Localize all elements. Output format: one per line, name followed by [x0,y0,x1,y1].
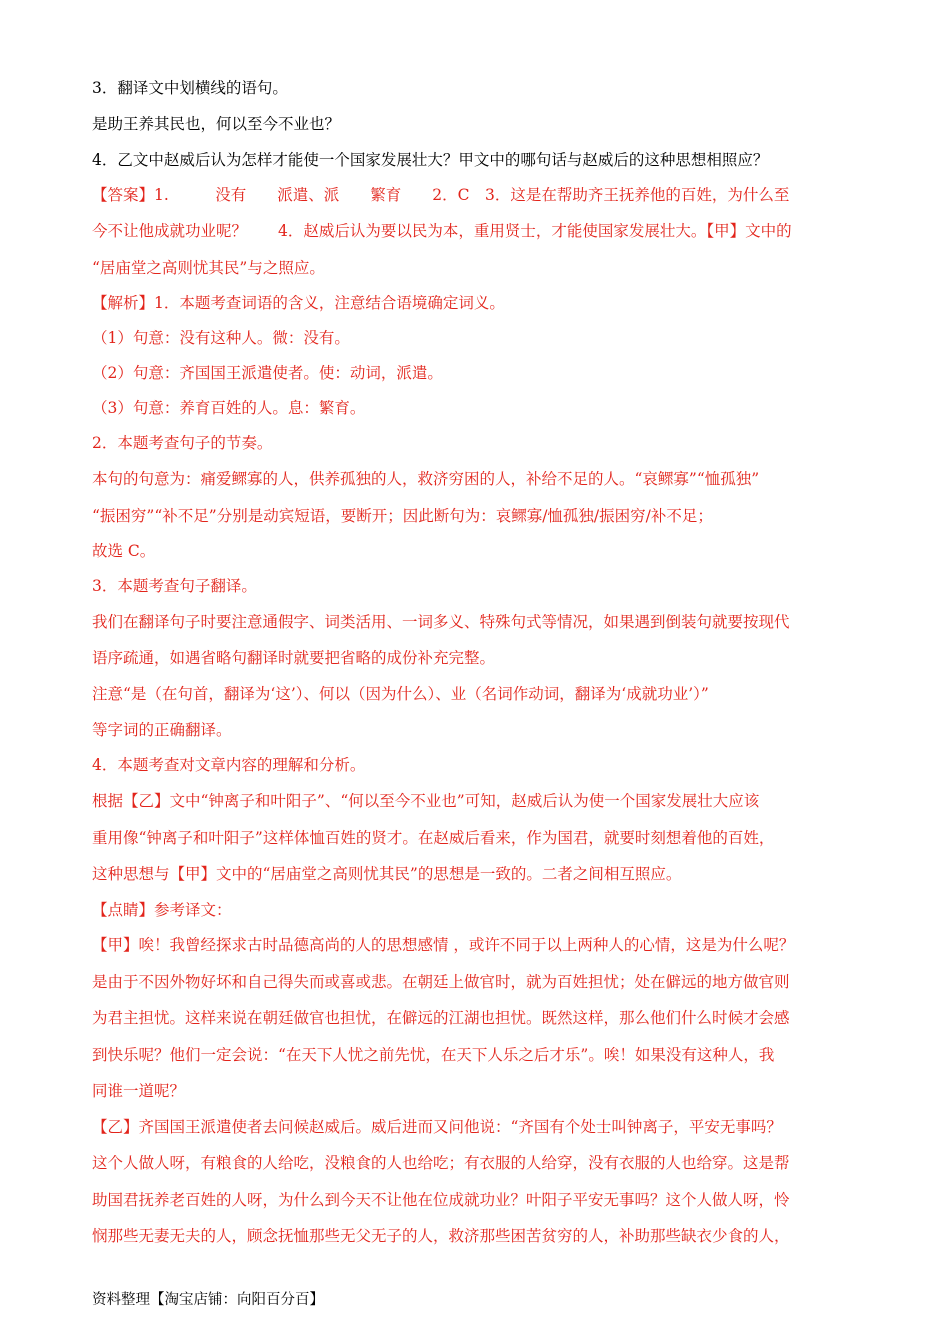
analysis-line: 根据【乙】文中“钟离子和叶阳子”、“何以至今不业也”可知，赵威后认为使一个国家发展壮大应该 [92,792,760,810]
answer-line: “居庙堂之高则忧其民”与之照应。 [92,259,325,277]
analysis-line: 4．本题考查对文章内容的理解和分析。 [92,756,366,774]
translation-line: 到快乐呢？他们一定会说：“在天下人忧之前先忧，在天下人乐之后才乐”。唉！如果没有这种人，我 [92,1046,775,1064]
analysis-line: “振困穷”“补不足”分别是动宾短语，要断开；因此断句为：哀鳏寡/恤孤独/振困穷/补不足； [92,507,713,525]
analysis-line: 我们在翻译句子时要注意通假字、词类活用、一词多义、特殊句式等情况，如果遇到倒装句就要按现代 [92,613,790,631]
translation-line: 为君主担忧。这样来说在朝廷做官也担忧，在僻远的江湖也担忧。既然这样，那么他们什么时候才会感 [92,1009,790,1027]
analysis-line: 故选 C。 [92,542,156,560]
question-3: 3．翻译文中划横线的语句。 [92,79,288,97]
analysis-line: （1）句意：没有这种人。微：没有。 [92,329,350,347]
translation-line: 【乙】齐国国王派遣使者去问候赵威后。威后进而又问他说：“齐国有个处士叫钟离子，平安无事吗？ [92,1118,782,1136]
translation-line: 助国君抚养老百姓的人呀，为什么到今天不让他在位成就功业？叶阳子平安无事吗？这个人做人呀，怜 [92,1191,790,1209]
translation-line: 是由于不因外物好坏和自己得失而或喜或悲。在朝廷上做官时，就为百姓担忧；处在僻远的地方做官则 [92,973,790,991]
translation-line: 悯那些无妻无夫的人，顾念抚恤那些无父无子的人，救济那些困苦贫穷的人，补助那些缺衣少食的人， [92,1227,790,1245]
page-footer: 资料整理【淘宝店铺：向阳百分百】 [92,1292,324,1308]
analysis-line: 等字词的正确翻译。 [92,721,232,739]
analysis-line: 2．本题考查句子的节奏。 [92,434,273,452]
analysis-line: （2）句意：齐国国王派遣使者。使：动词，派遣。 [92,364,443,382]
analysis-line: 【解析】1．本题考查词语的含义，注意结合语境确定词义。 [92,294,505,312]
question-4: 4．乙文中赵威后认为怎样才能使一个国家发展壮大？甲文中的哪句话与赵威后的这种思想相照应？ [92,151,769,169]
pointer-heading: 【点睛】参考译文： [92,901,232,919]
answer-line: 【答案】1. 没有 派遣、派 繁育 2．C 3．这是在帮助齐王抚养他的百姓，为什么至 [92,186,790,204]
analysis-line: 这种思想与【甲】文中的“居庙堂之高则忧其民”的思想是一致的。二者之间相互照应。 [92,865,682,883]
translation-line: 这个人做人呀，有粮食的人给吃，没粮食的人也给吃；有衣服的人给穿，没有衣服的人也给穿。这是帮 [92,1154,790,1172]
question-3-sentence: 是助王养其民也，何以至今不业也？ [92,115,341,133]
translation-line: 【甲】唉！我曾经探求古时品德高尚的人的思想感情 ，或许不同于以上两种人的心情，这是为什么呢？ [92,936,795,954]
analysis-line: 本句的句意为：痛爱鳏寡的人，供养孤独的人，救济穷困的人，补给不足的人。“哀鳏寡”“恤孤独” [92,470,760,488]
analysis-line: （3）句意：养育百姓的人。息：繁育。 [92,399,366,417]
analysis-line: 注意“是（在句首，翻译为‘这’）、何以（因为什么）、业（名词作动词，翻译为‘成就功业’）” [92,685,709,703]
analysis-line: 语序疏通，如遇省略句翻译时就要把省略的成份补充完整。 [92,649,496,667]
translation-line: 同谁一道呢？ [92,1082,186,1100]
answer-line: 今不让他成就功业呢？ 4．赵威后认为要以民为本，重用贤士，才能使国家发展壮大。【甲】文中的 [92,222,792,240]
analysis-line: 3．本题考查句子翻译。 [92,577,257,595]
analysis-line: 重用像“钟离子和叶阳子”这样体恤百姓的贤才。在赵威后看来，作为国君，就要时刻想着他的百姓， [92,829,775,847]
